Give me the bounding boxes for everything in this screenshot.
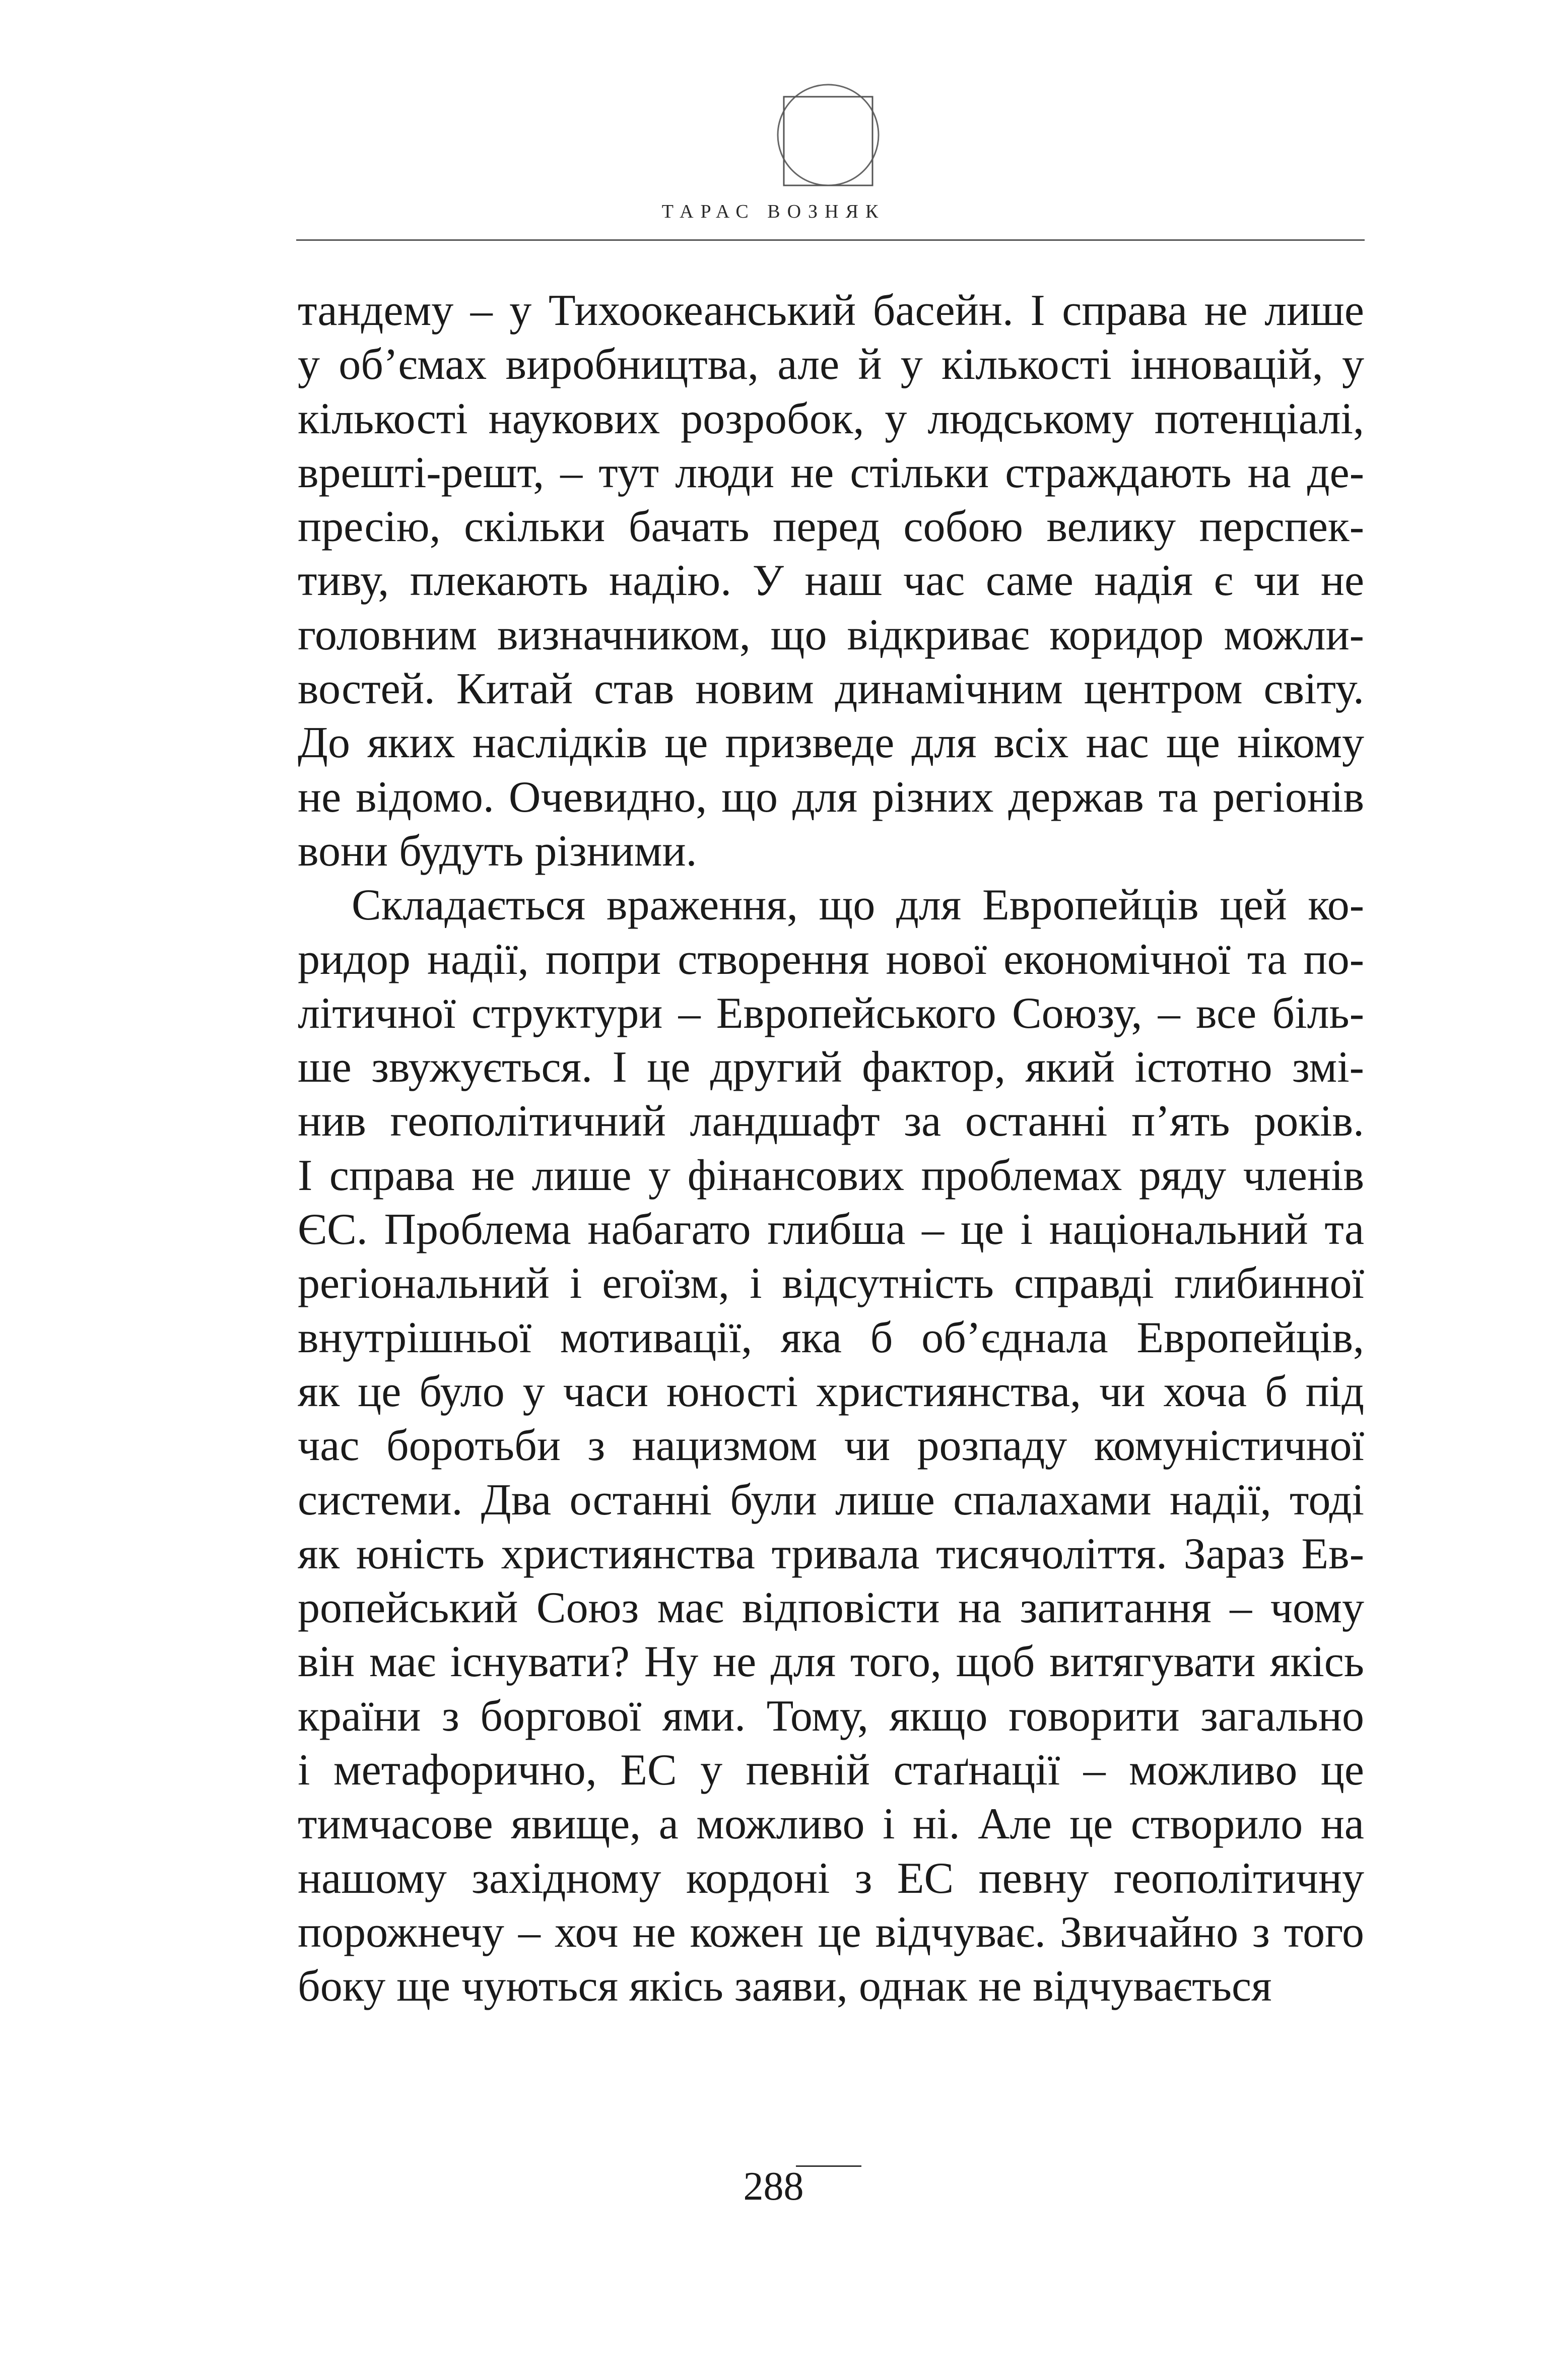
text-line: ЄС. Проблема набагато глибша – це і національний та — [298, 1205, 1364, 1254]
text-line: вони будуть різними. — [298, 826, 697, 876]
text-line: боку ще чуються якісь заяви, однак не відчувається — [298, 1962, 1272, 2011]
text-line: регіональний і егоїзм, і відсутність справді глибинної — [298, 1259, 1364, 1308]
text-line: порожнечу – хоч не кожен це відчуває. Звичайно з того — [298, 1907, 1364, 1957]
text-line: пресію, скільки бачать перед собою велику перспек- — [298, 502, 1364, 552]
text-line: системи. Два останні були лише спалахами надії, тоді — [298, 1475, 1364, 1525]
text-line: ше звужується. І це другий фактор, який істотно змі- — [298, 1043, 1364, 1092]
text-line: І справа не лише у фінансових проблемах ряду членів — [298, 1151, 1364, 1200]
text-line: ридор надії, попри створення нової економічної та по- — [298, 935, 1364, 984]
paragraph — [298, 878, 1364, 2013]
text-line: як це було у часи юності християнства, чи хоча б під — [298, 1367, 1364, 1416]
text-line: нашому західному кордоні з ЕС певну геополітичну — [298, 1854, 1364, 1903]
text-line: час боротьби з нацизмом чи розпаду комуністичної — [298, 1421, 1364, 1471]
text-line: Складається враження, що для Европейців цей ко- — [352, 881, 1364, 930]
text-line: нив геополітичний ландшафт за останні п’ять років. — [298, 1097, 1364, 1146]
text-line: До яких наслідків це призведе для всіх нас ще нікому — [298, 718, 1364, 768]
text-line: тимчасове явище, а можливо і ні. Але це створило на — [298, 1800, 1364, 1849]
text-line: у об’ємах виробництва, але й у кількості інновацій, у — [298, 340, 1364, 389]
text-line: внутрішньої мотивації, яка б об’єднала Европейців, — [298, 1313, 1364, 1362]
text-line: тандему – у Тихоокеанський басейн. І справа не лише — [298, 286, 1364, 335]
text-line: як юність християнства тривала тисячоліття. Зараз Ев- — [298, 1529, 1364, 1578]
text-line: головним визначником, що відкриває коридор можли- — [298, 610, 1364, 659]
paragraph — [298, 284, 1364, 878]
text-line: не відомо. Очевидно, що для різних держав та регіонів — [298, 772, 1364, 822]
text-line: літичної структури – Европейського Союзу, – все біль- — [298, 988, 1364, 1038]
text-line: кількості наукових розробок, у людському потенціалі, — [298, 394, 1364, 443]
text-line: країни з боргової ями. Тому, якщо говорити загально — [298, 1691, 1364, 1741]
body-text — [298, 284, 1364, 2014]
page-number: 288 — [743, 2164, 804, 2209]
text-line: врешті-решт, – тут люди не стільки страждають на де- — [298, 448, 1364, 497]
text-line: тиву, плекають надію. У наш час саме надія є чи не — [298, 556, 1364, 606]
text-line: і метафорично, ЕС у певній стаґнації – можливо це — [298, 1746, 1364, 1795]
text-line: востей. Китай став новим динамічним центром світу. — [298, 665, 1364, 714]
running-head-author: ТАРАС ВОЗНЯК — [661, 201, 886, 222]
header-rule — [296, 239, 1365, 241]
text-line: він має існувати? Ну не для того, щоб витягувати якісь — [298, 1637, 1364, 1687]
author-logo-icon — [773, 76, 884, 207]
text-line: ропейський Союз має відповісти на запитання – чому — [298, 1583, 1364, 1633]
